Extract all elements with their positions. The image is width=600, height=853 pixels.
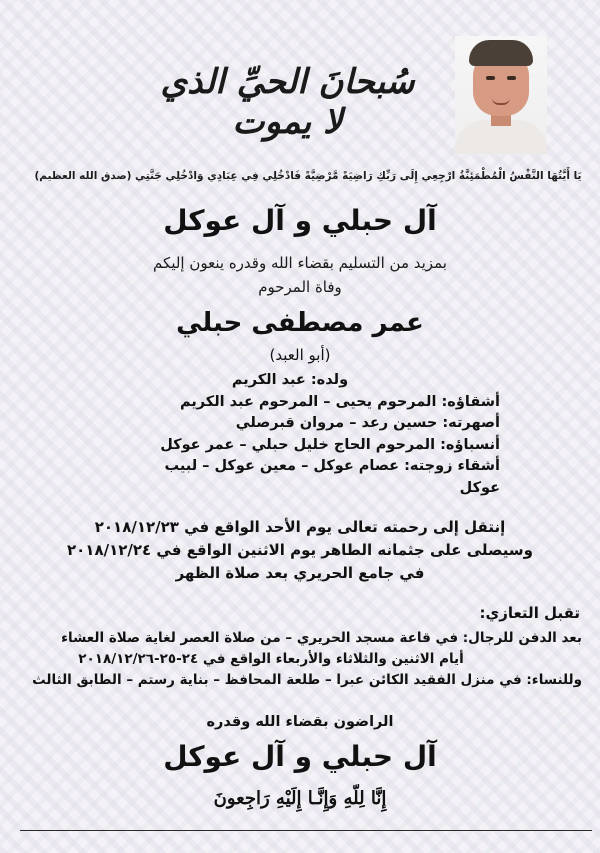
relative-wife-brothers: أشقاء زوجته: عصام عوكل – معين عوكل – لبيب عوكل [164,458,500,496]
families-heading: آل حبلي و آل عوكل [163,204,437,237]
announcement-line-2: وفاة المرحوم [258,278,342,296]
relatives-list [120,370,500,499]
portrait-photo [455,36,547,154]
death-details [60,516,540,585]
bottom-divider [20,830,592,831]
relative-in-laws: أصهرته: حسين رعد – مروان قبرصلي [235,415,500,431]
condolence-days-line: أيام الاثنين والثلاثاء والأربعاء الواقع في ٢٤-٢٥-٢٠١٨/١٢/٢٦ [78,651,464,667]
photo-eye [507,76,516,80]
announcement [0,254,600,296]
photo-hair [469,40,533,66]
calligraphy-title: سُبحانَ الحيِّ الذي لا يموت [160,62,415,142]
death-date-line: إنتقل إلى رحمته تعالى يوم الأحد الواقع في ٢٠١٨/١٢/٢٣ [94,518,506,536]
funeral-date-line: وسيصلى على جثمانه الطاهر يوم الاثنين الواقع في ٢٠١٨/١٢/٢٤ [66,541,533,559]
relative-son: ولده: عبد الكريم [231,372,349,388]
condolence-women-line: وللنساء: في منزل الفقيد الكائن عبرا – طلعة المحافظ – بناية رستم – الطابق الثالث [32,672,582,688]
closing-line: الراضون بقضاء الله وقدره [206,714,394,730]
families-closing: آل حبلي و آل عوكل [163,740,437,773]
condolences-details [20,628,582,691]
quran-verse: يَا أَيَّتُهَا النَّفْسُ الْمُطْمَئِنَّةُ ارْجِعِي إِلَى رَبِّكِ رَاضِيَةً مَّرْضِيَّةً فَادْخُلِي فِي عِبَادِي وَادْخُلِي جَنَّتِي (صدق الله العظيم) [34,170,582,182]
relative-relations: أنسباؤه: المرحوم الحاج خليل حبلي – عمر عوكل [160,436,500,453]
photo-eye [486,76,495,80]
deceased-name: عمر مصطفى حبلي [176,308,424,338]
condolence-men-line: بعد الدفن للرجال: في قاعة مسجد الحريري – من صلاة العصر لغاية صلاة العشاء [61,630,582,646]
relative-brothers: أشقاؤه: المرحوم يحيى – المرحوم عبد الكريم [179,393,500,410]
closing-verse: إِنَّا لِلّهِ وَإِنَّـا إِلَيْهِ رَاجِعونَ [213,788,387,809]
funeral-location-line: في جامع الحريري بعد صلاة الظهر [175,564,425,582]
deceased-kunya: (أبو العبد) [269,346,331,364]
announcement-line-1: بمزيد من التسليم بقضاء الله وقدره ينعون إليكم [153,254,447,272]
condolences-title: تقبل التعازي: [479,604,580,622]
